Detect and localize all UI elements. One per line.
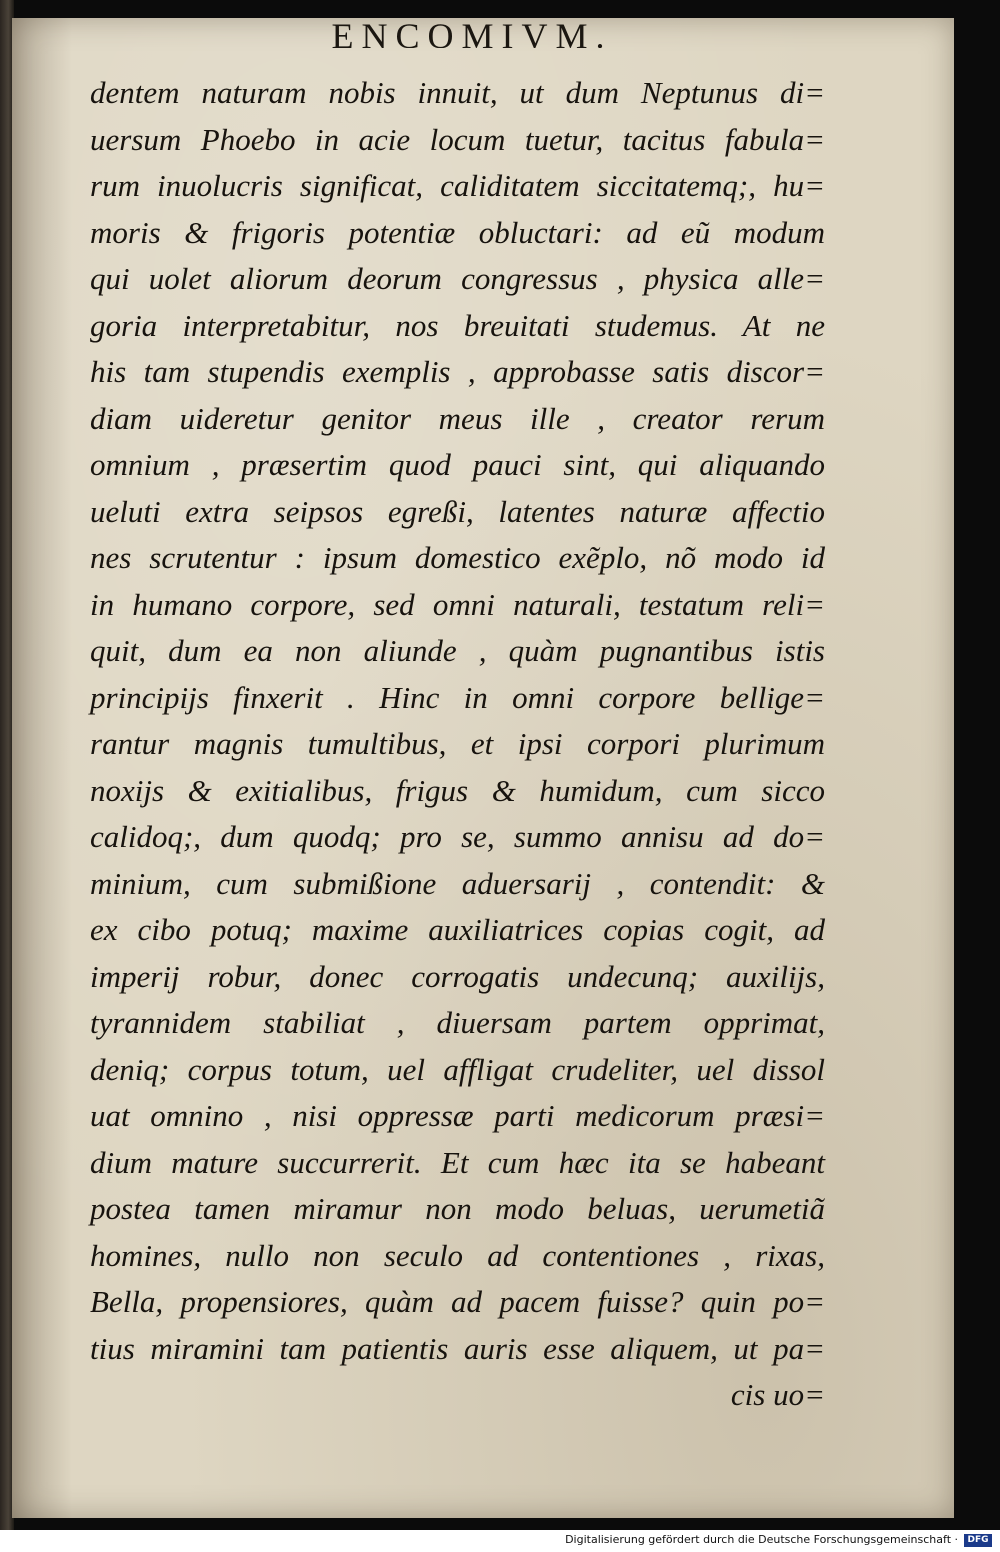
funding-credit: Digitalisierung gefördert durch die Deutsche Forschungsgemeinschaft · bbox=[565, 1533, 958, 1546]
text-line: omnium , præsertim quod pauci sint, qui aliquando bbox=[90, 447, 825, 482]
text-line: tius miramini tam patientis auris esse aliquem, ut pa= bbox=[90, 1330, 825, 1366]
text-block bbox=[90, 70, 825, 1419]
dfg-logo-icon: DFG bbox=[964, 1534, 992, 1547]
text-line: uersum Phoebo in acie locum tuetur, tacitus fabula= bbox=[90, 121, 825, 157]
text-line: in humano corpore, sed omni naturali, testatum reli= bbox=[90, 586, 825, 622]
book-page bbox=[12, 18, 954, 1518]
text-line: rantur magnis tumultibus, et ipsi corpori plurimum bbox=[90, 726, 825, 761]
text-line: postea tamen miramur non modo beluas, uerumetiã bbox=[90, 1191, 825, 1226]
text-line: ex cibo potuq; maxime auxiliatrices copias cogit, ad bbox=[90, 912, 825, 947]
text-line: Bella, propensiores, quàm ad pacem fuisse? quin po= bbox=[90, 1284, 825, 1319]
text-line: moris & frigoris potentiæ obluctari: ad eũ modum bbox=[90, 214, 825, 250]
text-line: ueluti extra seipsos egreßi, latentes naturæ affectio bbox=[90, 493, 825, 529]
text-line: his tam stupendis exemplis , approbasse satis discor= bbox=[90, 354, 825, 389]
text-line: qui uolet aliorum deorum congressus , physica alle= bbox=[90, 261, 825, 296]
text-line: principijs finxerit . Hinc in omni corpore bellige= bbox=[90, 679, 825, 715]
text-line: deniq; corpus totum, uel affligat crudeliter, uel dissol bbox=[90, 1051, 825, 1087]
text-line: calidoq;, dum quodq; pro se, summo annisu ad do= bbox=[90, 819, 825, 854]
text-line: nes scrutentur : ipsum domestico exẽplo, nõ modo id bbox=[90, 540, 825, 575]
text-line: rum inuolucris significat, caliditatem siccitatemq;, hu= bbox=[90, 168, 825, 203]
text-line: minium, cum submißione aduersarij , contendit: & bbox=[90, 865, 825, 901]
text-line: homines, nullo non seculo ad contentiones , rixas, bbox=[90, 1237, 825, 1273]
text-line: goria interpretabitur, nos breuitati studemus. At ne bbox=[90, 307, 825, 343]
text-line: tyrannidem stabiliat , diuersam partem opprimat, bbox=[90, 1005, 825, 1040]
catchword: cis uo= bbox=[730, 1377, 825, 1412]
text-line: imperij robur, donec corrogatis undecunq; auxilijs, bbox=[90, 958, 825, 994]
text-line: diam uideretur genitor meus ille , creator rerum bbox=[90, 400, 825, 436]
text-line: uat omnino , nisi oppressæ parti medicorum præsi= bbox=[90, 1098, 825, 1133]
running-head: ENCOMIVM. bbox=[331, 18, 613, 48]
text-line: dentem naturam nobis innuit, ut dum Neptunus di= bbox=[90, 75, 825, 110]
text-line: dium mature succurrerit. Et cum hæc ita se habeant bbox=[90, 1144, 825, 1180]
text-line: noxijs & exitialibus, frigus & humidum, cum sicco bbox=[90, 772, 825, 808]
footer-bar bbox=[0, 1530, 1000, 1552]
text-line: quit, dum ea non aliunde , quàm pugnantibus istis bbox=[90, 633, 825, 668]
